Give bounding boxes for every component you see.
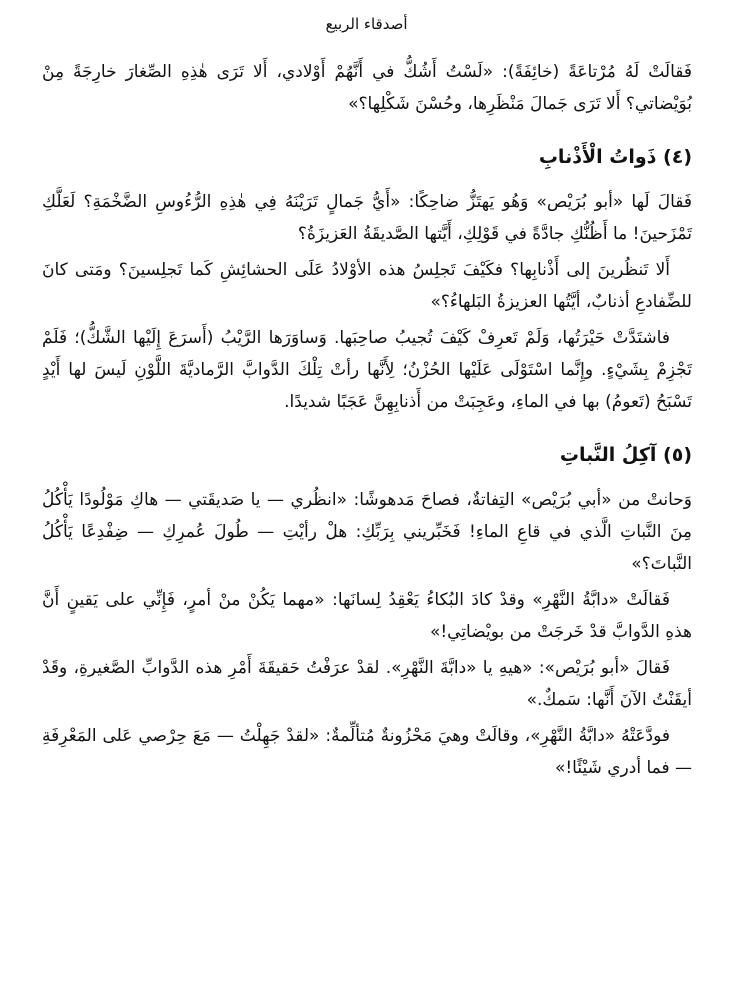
page-body bbox=[42, 56, 692, 788]
section-heading-4: (٤) ذَواتُ الْأَذْنابِ bbox=[538, 146, 692, 168]
paragraph: فودَّعَتْهُ «دابَّةُ النَّهْرِ»، وقالَتْ وهيَ مَحْزُونةٌ مُتألِّمةٌ: «لقدْ جَهِلْتُ — مَعَ حِرْصي عَلى المَعْرِفَةِ — فما أدري شَيْئًا!» bbox=[42, 726, 692, 778]
paragraph: فَقالَ لَها «أبو بُرَيْص» وَهُو يَهتَزُّ ضاحِكًا: «أَيُّ جَمالٍ تَرَيْنَهُ فِي هٰذِهِ الرُّءُوسِ الضَّخْمَةِ؟ لَعَلَّكِ تَمْزَحينَ! ما أَظُنُّكِ جادَّةً في قَوْلِكِ، أَيَّتها الصَّديقَةُ العَزيزَةُ؟ bbox=[42, 192, 692, 244]
paragraph: وَحانتْ من «أبي بُرَيْص» التِفاتةٌ، فصاحَ مَدهوشًا: «انظُري — يا صَديقَتي — هاكِ مَوْلُودًا يَأْكُلُ مِنَ النَّباتِ الَّذي في قاعِ الماءِ! فَخَبِّريني بِرَبِّكِ: هلْ رأيْتِ — طُولَ عُمرِكِ — ضِفْدِعًا يَأْكُلُ النَّباتَ؟» bbox=[42, 490, 692, 574]
paragraph: فَقالَتْ «دابَّةُ النَّهْرِ» وقدْ كادَ البُكاءُ يَعْقِدُ لِسانَها: «مهما يَكُنْ منْ أمرٍ، فَإِنِّي على يَقينٍ أَنَّ هذهِ الدَّوابَّ قدْ خَرجَتْ من بويْضاتِي!» bbox=[42, 590, 692, 642]
section-heading-5: (٥) آكِلُ النَّباتِ bbox=[559, 444, 692, 466]
paragraph: فَقالَتْ لَهُ مُرْتاعَةً (خائِفَةً): «لَسْتُ أَشُكُّ في أَنَّهُمْ أَوْلادي، أَلا تَرَى هٰذِهِ الصِّغارَ خارِجَةً مِنْ بُوَيْضاتي؟ أَلا تَرَى جَمالَ مَنْظَرِها، وحُسْنَ شَكْلِها؟» bbox=[42, 62, 692, 114]
paragraph: أَلا تَنظُرينَ إلى أَذْنابِها؟ فكَيْفَ تَجلِسُ هذه الأوْلادُ عَلَى الحشائِشِ كَما تَجلِسينَ؟ ومَتى كانَ للضِّفادعِ أذنابٌ، أيَّتُها العزيزةُ البَلهاءُ؟» bbox=[42, 260, 692, 312]
paragraph: فَقالَ «أبو بُرَيْص»: «هيهِ يا «دابَّةَ النَّهْرِ». لقدْ عرَفْتُ حَقيقَةَ أَمْرِ هذه الدَّوابِّ الصَّغيرةِ، وقَدْ أيقَنْتُ الآنَ أَنَّها: سَمكٌ.» bbox=[42, 658, 692, 710]
running-header: أصدقاء الربيع bbox=[325, 15, 408, 33]
paragraph: فاشتَدَّتْ حَيْرَتُها، وَلَمْ تَعرِفْ كَيْفَ تُجيبُ صاحِبَها. وَساوَرَها الرَّيْبُ (أَسرَعَ إِلَيْها الشَّكُّ)؛ فَلَمْ تَجْزِمْ بِشَيْءٍ. وإِنَّما اسْتَوْلَى عَلَيْها الحُزْنُ؛ لِأَنَّها رأتْ تِلْكَ الدَّوابَّ الرَّماديَّةَ اللَّوْنِ لَيسَ لها أَيْدٍ تَسْبَحُ (تَعومُ) بها في الماءِ، وعَجِبَتْ من أَذنابِهِنَّ عَجَبًا شديدًا. bbox=[42, 328, 692, 412]
